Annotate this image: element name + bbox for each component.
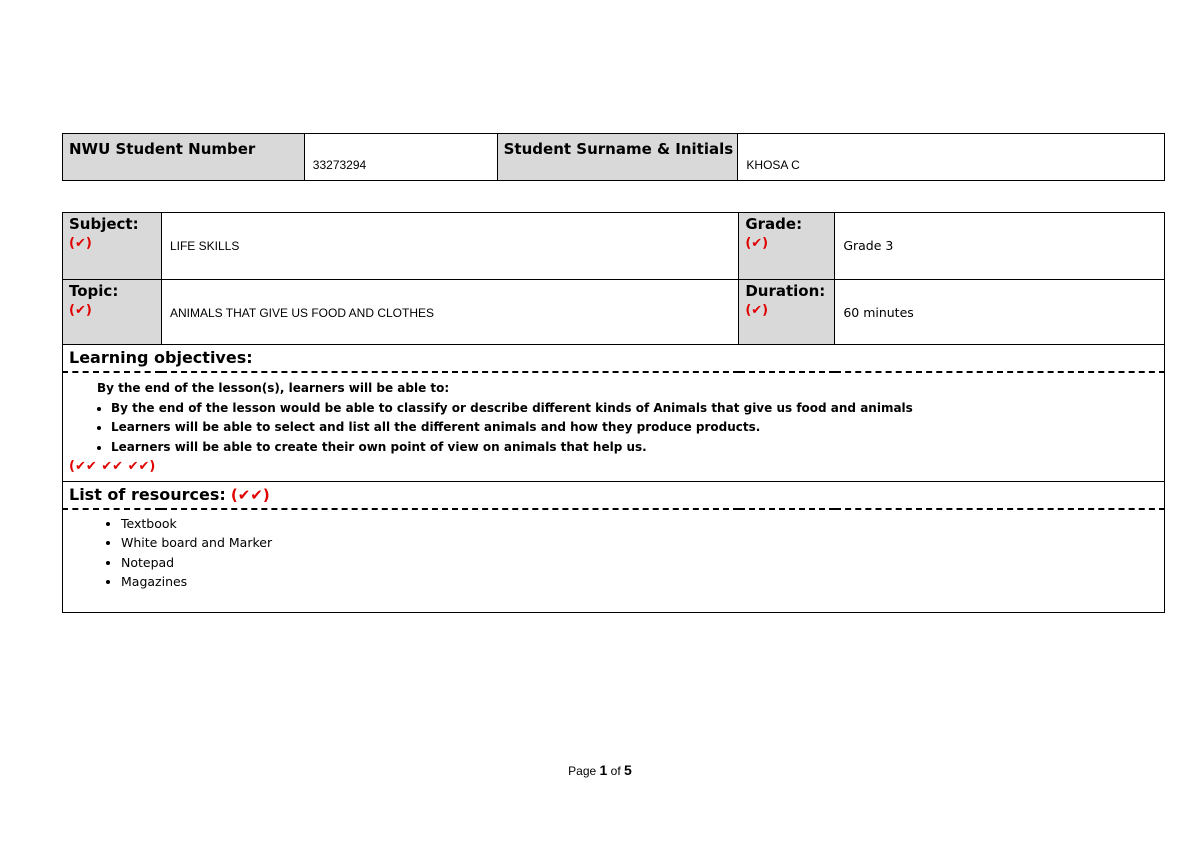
subject-tick: (✔): [69, 236, 92, 251]
footer-page-total: 5: [624, 762, 632, 778]
resources-cell: [63, 509, 1165, 613]
resources-heading-cell: [63, 481, 1165, 509]
student-info-table: [62, 133, 1165, 181]
resource-item: • Notepad: [121, 553, 1164, 573]
topic-label-cell: [63, 280, 162, 345]
objectives-cell: [63, 372, 1165, 481]
footer-of-word: of: [610, 764, 621, 778]
objectives-intro: By the end of the lesson(s), learners will be able to:: [97, 381, 450, 395]
student-number-label: NWU Student Number: [69, 140, 256, 158]
objective-item: • By the end of the lesson would be able to classify or describe different kinds of Animals that give us food and animals: [111, 399, 1164, 419]
duration-cell: [835, 280, 1165, 345]
subject-label: Subject:: [69, 215, 139, 233]
surname-label-cell: [497, 134, 738, 181]
objective-item: • Learners will be able to select and list all the different animals and how they produce products.: [111, 418, 1164, 438]
resource-item: • Magazines: [121, 572, 1164, 592]
subject-label-cell: [63, 213, 162, 280]
duration-label-cell: [739, 280, 835, 345]
subject-value: LIFE SKILLS: [169, 239, 240, 253]
duration-value: 60 minutes: [843, 305, 914, 320]
topic-tick: (✔): [69, 303, 92, 318]
objectives-heading-cell: [63, 345, 1165, 373]
objective-item: • Learners will be able to create their own point of view on animals that help us.: [111, 438, 1164, 458]
resources-heading: List of resources:: [69, 484, 226, 504]
topic-cell: [161, 280, 738, 345]
resources-tick: (✔✔): [230, 485, 270, 504]
student-number-value: 33273294: [312, 158, 367, 172]
footer-page-number: 1: [599, 762, 608, 778]
objectives-list: [69, 399, 1164, 458]
grade-label: Grade:: [745, 215, 803, 233]
grade-tick: (✔): [745, 236, 769, 251]
student-number-label-cell: [63, 134, 305, 181]
subject-cell: [161, 213, 738, 280]
topic-label: Topic:: [69, 282, 119, 300]
grade-cell: [835, 213, 1165, 280]
resource-item: • White board and Marker: [121, 533, 1164, 553]
surname-cell: [738, 134, 1165, 181]
objectives-heading: Learning objectives:: [69, 348, 253, 367]
page-footer: [0, 762, 1200, 778]
student-number-cell: [304, 134, 497, 181]
lesson-plan-table: [62, 212, 1165, 613]
objectives-ticks: (✔✔ ✔✔ ✔✔): [69, 459, 156, 474]
resource-item: • Textbook: [121, 514, 1164, 534]
resources-list: [63, 514, 1164, 592]
grade-value: Grade 3: [843, 238, 894, 253]
duration-tick: (✔): [745, 303, 769, 318]
surname-label: Student Surname & Initials: [503, 140, 734, 158]
topic-value: ANIMALS THAT GIVE US FOOD AND CLOTHES: [169, 306, 435, 320]
grade-label-cell: [739, 213, 835, 280]
footer-page-word: Page: [568, 764, 597, 778]
duration-label: Duration:: [745, 282, 826, 300]
surname-value: KHOSA C: [746, 158, 800, 172]
